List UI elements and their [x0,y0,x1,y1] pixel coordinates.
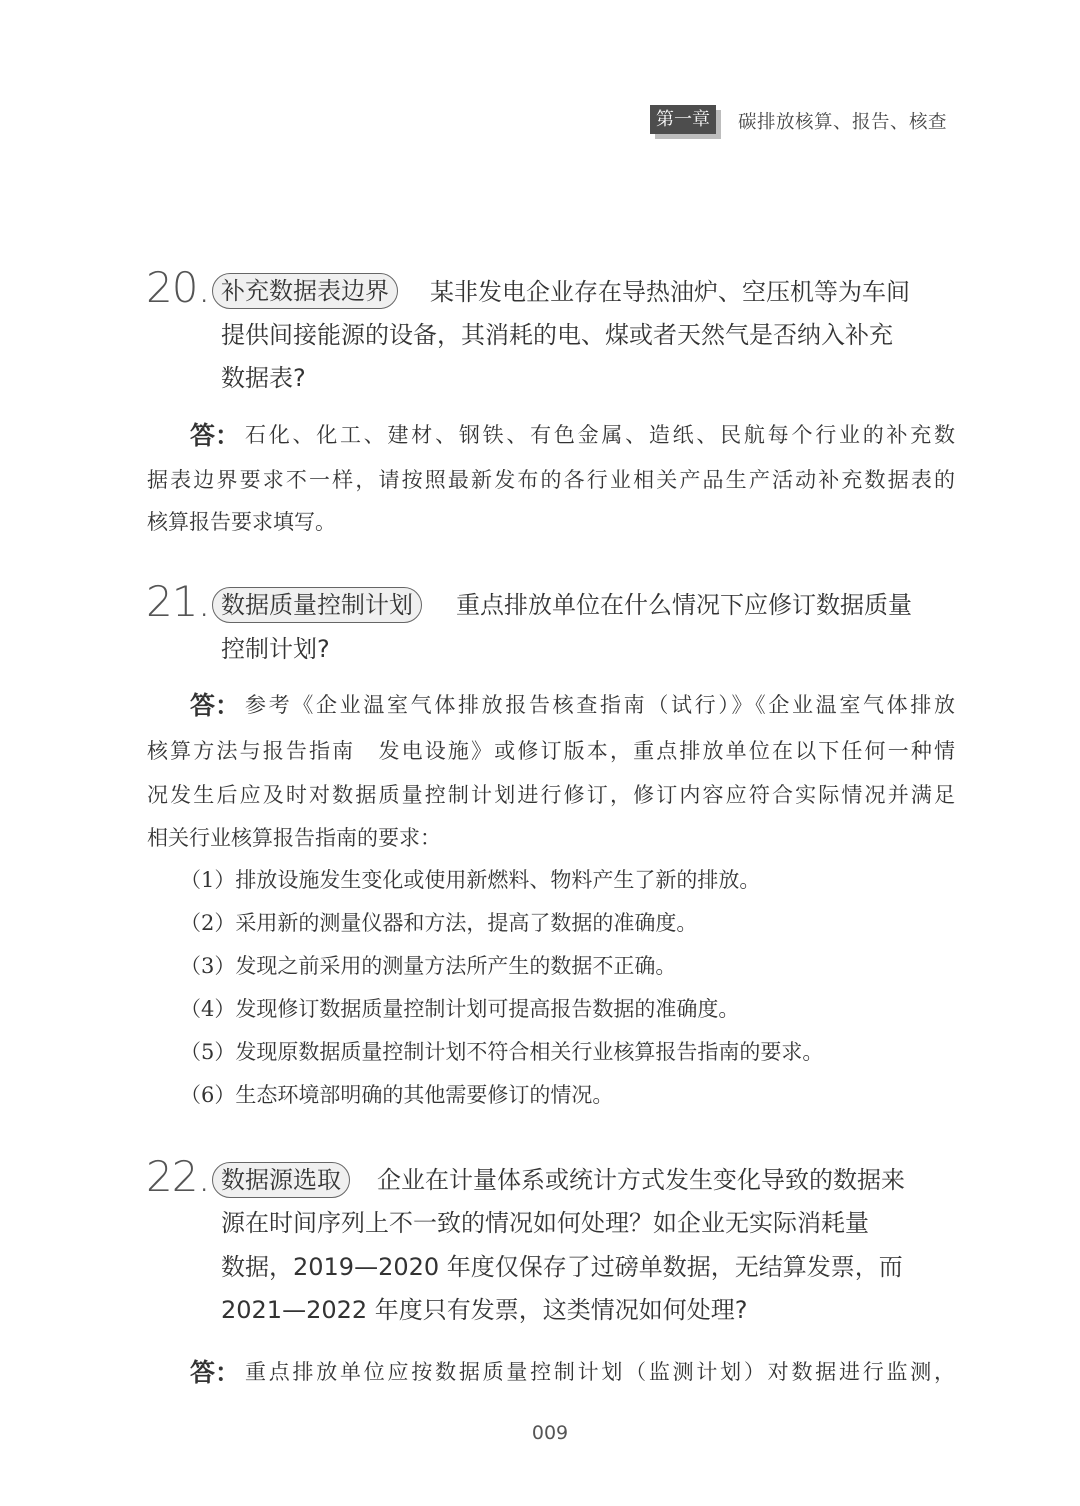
answer-line: 况发生后应及时对数据质量控制计划进行修订，修订内容应符合实际情况并满足 [147,783,955,807]
question-number: 22. [146,1152,210,1201]
question-tag: 补充数据表边界 [212,273,398,309]
question-line: 某非发电企业存在导热油炉、空压机等为车间 [430,278,910,306]
question-line: 控制计划? [221,635,330,663]
question-tag: 数据源选取 [212,1162,350,1198]
answer-label: 答： [190,1358,241,1387]
question-line: 重点排放单位在什么情况下应修订数据质量 [456,591,912,619]
answer-line: 据表边界要求不一样，请按照最新发布的各行业相关产品生产活动补充数据表的 [147,468,955,492]
answer-label: 答： [190,421,241,450]
question-number: 20. [146,263,210,312]
list-item: （1）排放设施发生变化或使用新燃料、物料产生了新的排放。 [180,868,761,892]
question-line: 数据表? [221,364,306,392]
answer-line: 重点排放单位应按数据质量控制计划（监测计划）对数据进行监测， [245,1360,955,1384]
question-line: 源在时间序列上不一致的情况如何处理？如企业无实际消耗量 [221,1209,869,1237]
question-line: 数据，2019—2020 年度仅保存了过磅单数据，无结算发票，而 [221,1253,903,1281]
answer-line: 参考《企业温室气体排放报告核查指南（试行）》《企业温室气体排放 [245,693,955,717]
list-item: （3）发现之前采用的测量方法所产生的数据不正确。 [180,954,677,978]
question-line: 提供间接能源的设备，其消耗的电、煤或者天然气是否纳入补充 [221,321,893,349]
question-line: 2021—2022 年度只有发票，这类情况如何处理? [221,1296,748,1324]
list-item: （2）采用新的测量仪器和方法，提高了数据的准确度。 [180,911,698,935]
chapter-title: 碳排放核算、报告、核查 [738,112,948,133]
list-item: （4）发现修订数据质量控制计划可提高报告数据的准确度。 [180,997,740,1021]
chapter-label: 第一章 [650,105,716,134]
page-number: 009 [531,1422,569,1444]
answer-line: 相关行业核算报告指南的要求： [147,826,441,850]
answer-line: 核算方法与报告指南 发电设施》或修订版本，重点排放单位在以下任何一种情 [147,739,955,763]
answer-label: 答： [190,691,241,720]
list-item: （6）生态环境部明确的其他需要修订的情况。 [180,1083,614,1107]
answer-line: 核算报告要求填写。 [147,510,336,534]
answer-line: 石化、化工、建材、钢铁、有色金属、造纸、民航每个行业的补充数 [245,423,955,447]
list-item: （5）发现原数据质量控制计划不符合相关行业核算报告指南的要求。 [180,1040,824,1064]
question-tag: 数据质量控制计划 [212,587,422,623]
question-number: 21. [146,577,210,626]
question-line: 企业在计量体系或统计方式发生变化导致的数据来 [377,1166,905,1194]
